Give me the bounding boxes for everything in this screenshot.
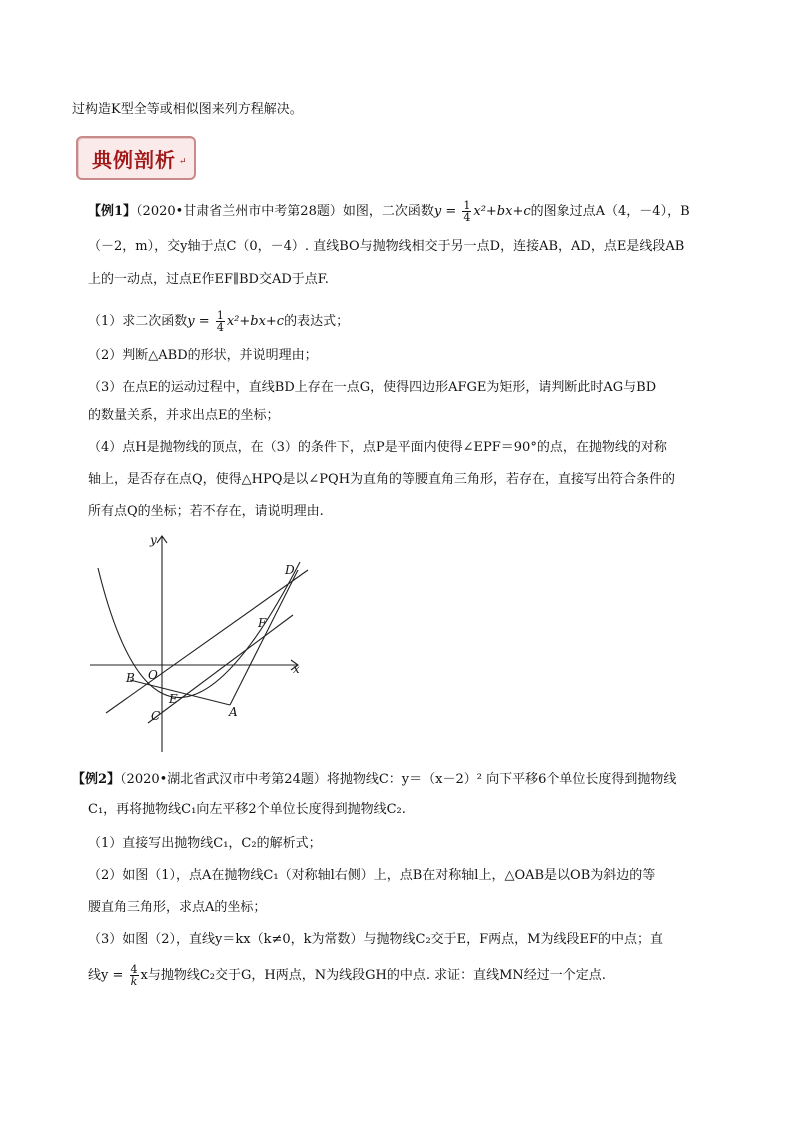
ex1-q3a: （3）在点E的运动过程中，直线BD上存在一点G，使得四边形AFGE为矩形，请判断此时AG与BD: [88, 380, 657, 395]
section-badge: [76, 136, 196, 180]
section-badge-label: 典例剖析: [92, 148, 176, 172]
label-y: y: [150, 533, 157, 547]
ex1-q3b: 的数量关系，并求出点E的坐标；: [88, 408, 280, 423]
ex1-q4b: 轴上，是否存在点Q，使得△HPQ是以∠PQH为直角的等腰直角三角形，若存在，直接写出符合条件的: [88, 472, 676, 487]
ex1-tag: 【例1】: [88, 204, 137, 219]
label-a: A: [229, 705, 238, 719]
ex2-q3b: 线y = $\frac{4}{k}$ x与抛物线C₂交于G，H两点，N为线段GH的中点. 求证：直线MN经过一个定点.: [88, 963, 606, 988]
ex2-q2b: 腰直角三角形，求点A的坐标；: [88, 900, 267, 915]
ex1-line3: 上的一动点，过点E作EF∥BD交AD于点F.: [88, 272, 329, 287]
label-f: F: [258, 616, 267, 630]
fraction: $\frac{1}{4}$: [216, 309, 224, 334]
ex1-q2: （2）判断△ABD的形状，并说明理由；: [88, 348, 318, 363]
segment-ad: [230, 570, 298, 705]
ex2-line2: C₁，再将抛物线C₁向左平移2个单位长度得到抛物线C₂.: [88, 802, 406, 817]
ex2-q3a: （3）如图（2），直线y＝kx（k≠0，k为常数）与抛物线C₂交于E，F两点，M为线段EF的中点；直: [88, 932, 664, 947]
ex2-q1: （1）直接写出抛物线C₁，C₂的解析式；: [88, 836, 322, 851]
segment-ab: [130, 680, 230, 705]
line-ef: [148, 615, 293, 723]
ex1-q1: （1）求二次函数y = $\frac{1}{4}$ x²+bx+c的表达式；: [88, 309, 350, 334]
ex2-tag: 【例2】: [72, 772, 121, 787]
label-d: D: [285, 563, 295, 577]
ex2-q2a: （2）如图（1），点A在抛物线C₁（对称轴l右侧）上，点B在对称轴l上，△OAB是以OB为斜边的等: [88, 868, 656, 883]
ex1-q4a: （4）点H是抛物线的顶点，在（3）的条件下，点P是平面内使得∠EPF＝90°的点，在抛物线的对称: [88, 440, 667, 455]
fraction: $\frac{1}{4}$: [463, 199, 471, 224]
label-e: E: [169, 692, 178, 706]
ex1-line2: （－2，m），交y轴于点C（0，－4）. 直线BO与抛物线相交于另一点D，连接AB，AD，点E是线段AB: [88, 239, 685, 254]
line-bd: [106, 570, 308, 713]
parabola-figure: [88, 530, 318, 755]
ex1-line1: 【例1】（2020•甘肃省兰州市中考第28题）如图，二次函数y = $\frac{1}{4}$ x²+bx+c的图象过点A（4，－4），B: [88, 199, 690, 224]
fraction: $\frac{4}{k}$: [130, 963, 138, 988]
label-b: B: [126, 671, 135, 685]
label-c: C: [151, 709, 161, 723]
label-x: x: [293, 662, 300, 676]
intro-text: 过构造K型全等或相似图来列方程解决。: [72, 102, 303, 117]
label-o: O: [148, 668, 158, 682]
return-mark-icon: ↵: [179, 157, 187, 167]
ex1-q4c: 所有点Q的坐标；若不存在，请说明理由.: [88, 504, 324, 519]
ex2-line1: 【例2】（2020•湖北省武汉市中考第24题）将抛物线C：y＝（x－2）² 向下平移6个单位长度得到抛物线: [72, 772, 677, 787]
ex1-source: （2020•甘肃省兰州市中考第28题）如图，二次函数: [136, 204, 434, 219]
